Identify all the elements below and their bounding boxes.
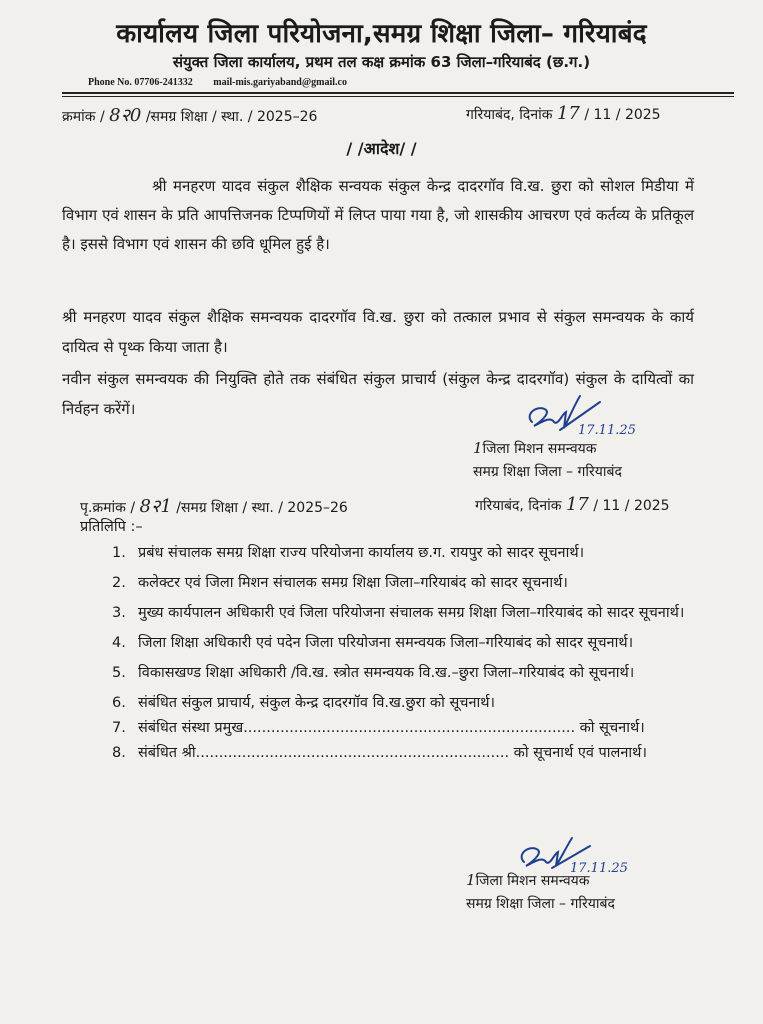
list-item: 5. विकासखण्ड शिक्षा अधिकारी /वि.ख. स्त्रोत समन्वयक वि.ख.–छुरा जिला–गरियाबंद को सूचनार्थ। xyxy=(112,665,635,681)
signatory-prefix: 1 xyxy=(466,871,476,889)
signatory-office: समग्र शिक्षा जिला – गरियाबंद xyxy=(466,896,615,912)
signature-1-image xyxy=(520,392,636,440)
order-paragraph-1 xyxy=(62,172,694,259)
copy-date-day: 17 xyxy=(565,494,589,515)
order-paragraph-2 xyxy=(62,302,694,362)
list-item: 3. मुख्य कार्यपालन अधिकारी एवं जिला परियोजना संचालक समग्र शिक्षा जिला–गरियाबंद को सादर सूचनार्थ। xyxy=(112,605,685,621)
order-reference xyxy=(62,103,317,127)
header-rule xyxy=(62,92,734,94)
copy-reference-number: 8२1 xyxy=(139,496,172,517)
signatory-designation: जिला मिशन समन्वयक xyxy=(475,873,590,889)
order-date xyxy=(466,103,661,124)
order-heading: / /आदेश/ / xyxy=(346,139,417,158)
copy-date-month-year: / 11 / 2025 xyxy=(593,498,670,514)
email-address: mail-mis.gariyaband@gmail.co xyxy=(213,77,347,88)
list-item: 6. संबंधित संकुल प्राचार्य, संकुल केन्द्र दादरगॉव वि.ख.छुरा को सूचनार्थ। xyxy=(112,695,496,711)
header-rule-thin xyxy=(62,96,734,97)
signatory-designation: जिला मिशन समन्वयक xyxy=(482,441,597,457)
list-item: 2. कलेक्टर एवं जिला मिशन संचालक समग्र शिक्षा जिला–गरियाबंद को सादर सूचनार्थ। xyxy=(112,575,568,591)
phone-number: Phone No. 07706-241332 xyxy=(88,77,193,88)
list-item: 4. जिला शिक्षा अधिकारी एवं पदेन जिला परियोजना समन्वयक जिला–गरियाबंद को सादर सूचनार्थ। xyxy=(112,635,634,651)
list-item: 7. संबंधित संस्था प्रमुख........................................................................ को सूचनार्थ। xyxy=(112,720,645,736)
signature-1-date: 17.11.25 xyxy=(578,423,636,438)
contact-line xyxy=(88,77,347,88)
paragraph-text: श्री मनहरण यादव संकुल शैक्षिक समन्वयक दादरगॉव वि.ख. छुरा को तत्काल प्रभाव से संकुल समन्वयक के कार्य दायित्व से पृथ्क किया जाता है। xyxy=(62,308,694,356)
reference-number: 8२0 xyxy=(109,105,142,126)
list-item: 8. संबंधित श्री.................................................................... को सूचनार्थ एवं पालनार्थ। xyxy=(112,745,647,761)
copy-reference-label: पृ.क्रमांक / xyxy=(80,500,136,516)
copy-reference-rest: /समग्र शिक्षा / स्था. / 2025–26 xyxy=(176,500,348,516)
date-day: 17 xyxy=(556,103,580,124)
copy-label: प्रतिलिपि :– xyxy=(80,519,143,535)
signatory-prefix: 1 xyxy=(473,439,483,457)
office-address: संयुक्त जिला कार्यालय, प्रथम तल कक्ष क्रमांक 63 जिला–गरियाबंद (छ.ग.) xyxy=(172,53,591,71)
signature-2-date: 17.11.25 xyxy=(570,861,628,876)
signatory-2 xyxy=(466,868,615,916)
date-month-year: / 11 / 2025 xyxy=(584,107,661,123)
copy-date xyxy=(475,494,670,515)
date-prefix: गरियाबंद, दिनांक xyxy=(466,107,553,123)
paragraph-text: नवीन संकुल समन्वयक की नियुक्ति होते तक संबंधित संकुल प्राचार्य (संकुल केन्द्र दादरगॉव) संकुल के दायित्वों का निर्वहन करेंगें। xyxy=(62,370,694,418)
reference-label: क्रमांक / xyxy=(62,109,105,125)
copy-list xyxy=(112,542,697,767)
office-title: कार्यालय जिला परियोजना,समग्र शिक्षा जिला– गरियाबंद xyxy=(116,19,647,49)
copy-date-prefix: गरियाबंद, दिनांक xyxy=(475,498,562,514)
copy-reference xyxy=(80,494,348,518)
list-item: 1. प्रबंध संचालक समग्र शिक्षा राज्य परियोजना कार्यालय छ.ग. रायपुर को सादर सूचनार्थ। xyxy=(112,545,585,561)
reference-rest: /समग्र शिक्षा / स्था. / 2025–26 xyxy=(145,109,318,125)
signatory-1 xyxy=(473,436,622,484)
paragraph-text: श्री मनहरण यादव संकुल शैक्षिक सन्वयक संकुल केन्द्र दादरगॉव वि.ख. छुरा को सोशल मिडीया में विभाग एवं शासन के प्रति आपत्तिजनक टिप्पणियों में लिप्त पाया गया है, जो शासकीय आचरण एवं कर्तव्य के प्रतिकूल है। इससे विभाग एवं शासन की छवि धूमिल हुई है। xyxy=(62,177,694,253)
signatory-office: समग्र शिक्षा जिला – गरियाबंद xyxy=(473,464,622,480)
